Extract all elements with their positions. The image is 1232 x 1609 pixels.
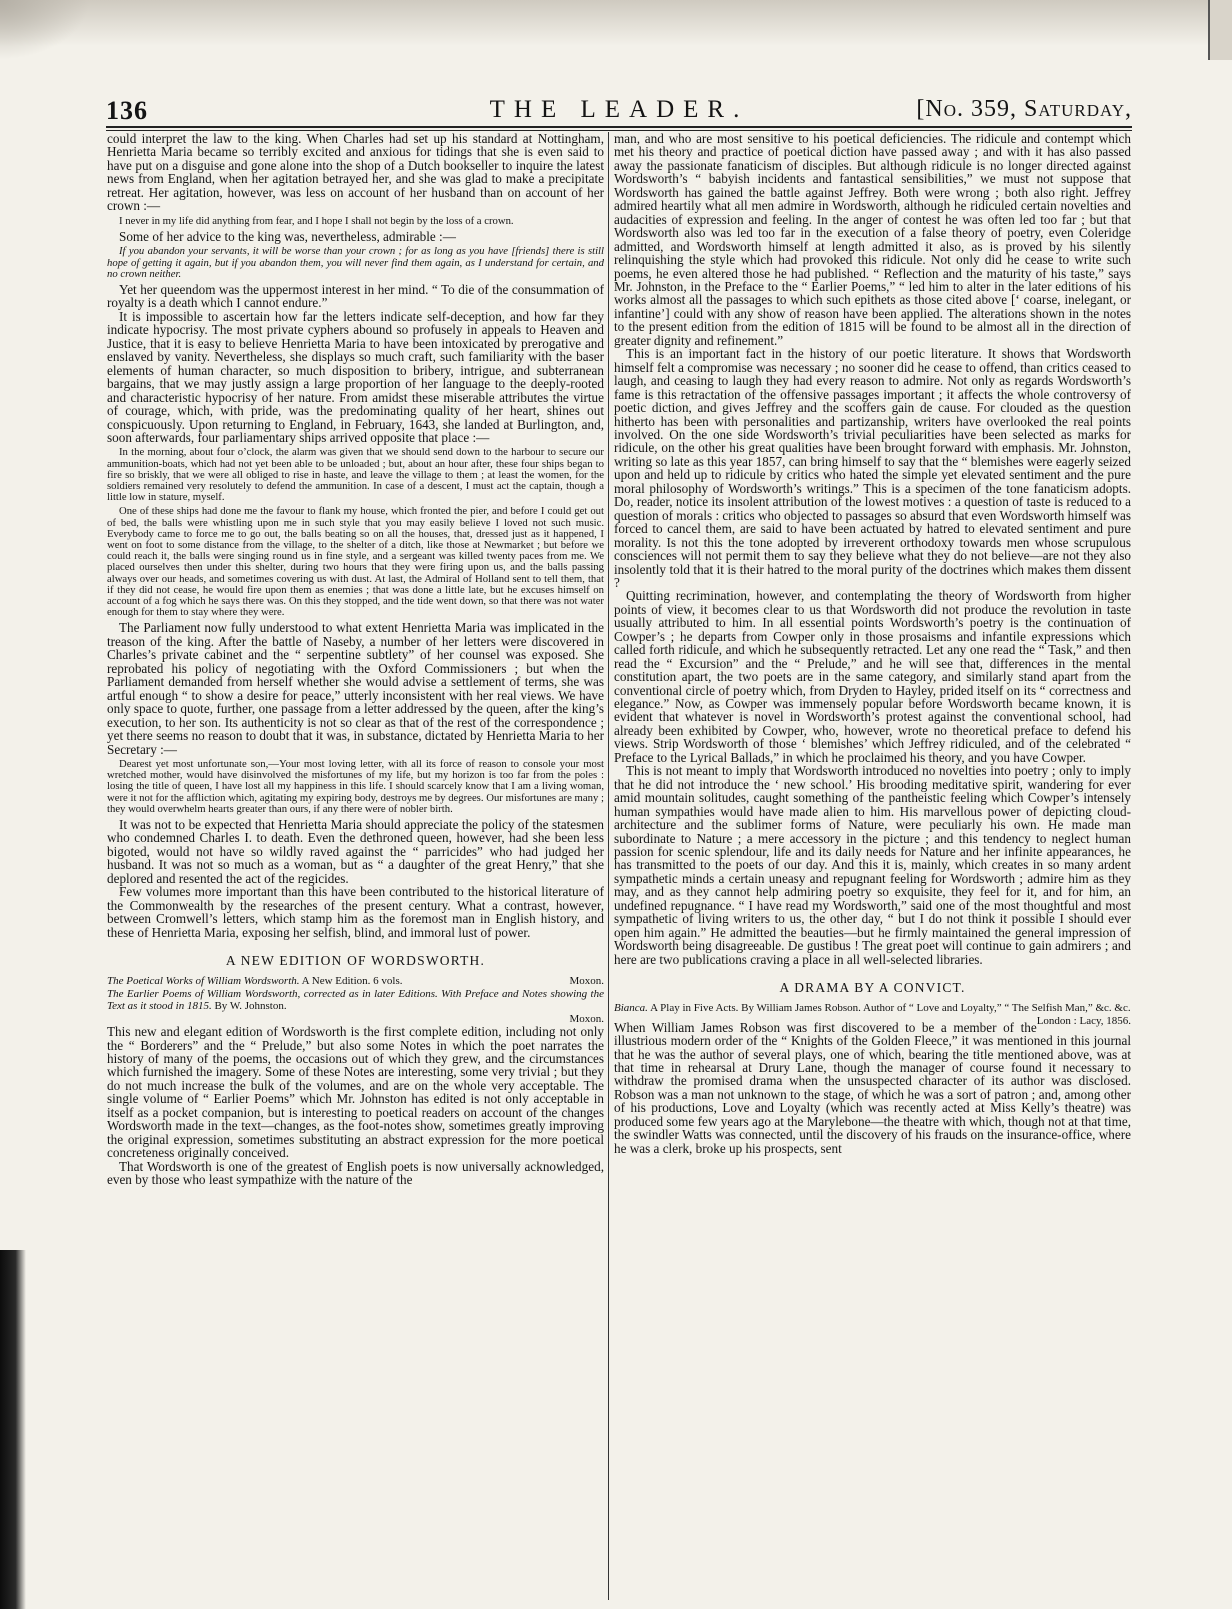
book-publisher: London : Lacy, 1856. xyxy=(1036,1014,1131,1027)
page-top-shadow xyxy=(0,0,1232,46)
book-title: Bianca. xyxy=(614,1002,648,1015)
body-paragraph: It is impossible to ascertain how far the letters indicate self-deception, and how far they indicate hypocrisy. The most private cyphers abound so profusely in appeals to Heaven and Justice, that it is easy to believe Henrietta Maria to have been intoxicated by prerogative and enslaved by vanity. Nevertheless, she displays so much craft, such familiarity with the baser elements of human character, so much disposition to bribery, intrigue, and subterranean bargains, that we may justly assign a large proportion of her language to the deeply-rooted and characteristic hypocrisy of her nature. From amidst these miserable attributes the virtue of courage, which, with pride, was the predominating quality of her heart, shines out conspicuously. Upon returning to England, in February, 1643, she landed at Burlington, and, soon afterwards, four parliamentary ships arrived opposite that place :— xyxy=(107,308,604,445)
book-title: The Poetical Works of William Wordsworth. xyxy=(107,975,300,988)
page-edge-right xyxy=(1208,0,1232,60)
quotation: If you abandon your servants, it will be worse than your crown ; for as long as you have [friends] there is still hope of getting it again, but if you abandon them, you will never find them again, as I understand for certain, and no crown neither. xyxy=(107,245,604,280)
section-heading: A NEW EDITION OF WORDSWORTH. xyxy=(225,953,486,969)
body-paragraph: When William James Robson was first discovered to be a member of the illustrious modern order of the “ Knights of the Golden Fleece,” it was mentioned in this journal that he was the author of several plays, one of which, bearing the title mentioned above, was at that time in rehearsal at Drury Lane, though the manager of course found it necessary to withdraw the promised drama when the unsuspected character of its author was disclosed. Robson was a man not unknown to the stage, of which he was a sort of patron ; and, among other of his productions, Love and Loyalty (which was recently acted at Miss Kelly’s theatre) was produced some few years ago at the Marylebone—the theatre with which, though not at that time, the swindler Watts was connected, until the discovery of his frauds on the insurance-office, where he was a clerk, broke up his prospects, sent xyxy=(614,1019,1131,1156)
masthead xyxy=(106,96,1132,124)
newspaper-title: THE LEADER. xyxy=(489,96,749,123)
body-paragraph: man, and who are most sensitive to his poetical deficiencies. The ridicule and contempt which met his theory and practice of poetical diction have passed away ; and with it has also passed away the passionate fanaticism of disciples. But although ridicule is no longer directed against Wordsworth’s “ babyish incidents and fantastical sensibilities,” we must not suppose that Wordsworth has gained the battle against Jeffrey. Both were wrong ; both also right. Jeffrey admired heartily what all men admire in Wordsworth, although he ridiculed certain novelties and audacities of expression and feeling. In the anger of contest he was often led too far ; but that Wordsworth also was led too far in the execution of a false theory of poetry, even Coleridge admitted, and Wordsworth himself at length admitted it also, as is proved by his silently relinquishing the style which had provoked this ridicule. Not only did he cease to write such poems, he even altered those he had published. “ Reflection and the maturity of his taste,” says Mr. Johnston, in the Preface to the “ Earlier Poems,” “ led him to alter in the later editions of his works almost all the passages to which such epithets as those cited above [‘ coarse, inelegant, or infantine’] could with any show of reason have been applied. The alterations shown in the notes to the present edition from the edition of 1815 will be found to be almost all in the direction of greater dignity and refinement.” xyxy=(614,132,1131,348)
column-divider xyxy=(608,132,609,1600)
body-paragraph: Yet her queendom was the uppermost interest in her mind. “ To die of the consummation of royalty is a death which I cannot endure.” xyxy=(107,281,604,311)
quotation: One of these ships had done me the favour to flank my house, which fronted the pier, and before I could get out of bed, the balls were whistling upon me in such style that you may easily believe I loved not such music. Everybody came to force me to go out, the balls beating so on all the houses, that, dressed just as it happened, I went on foot to some distance from the village, to the shelter of a ditch, like those at Newmarket ; but before we could reach it, the balls were singing round us in fine style, and a sergeant was killed twenty paces from me. We placed ourselves then under this shelter, during two hours that they were firing upon us, and the balls passing always over our heads, and sometimes covering us with dust. At last, the Admiral of Holland sent to tell them, that if they did not cease, he would fire upon them as enemies ; that was done a little late, but he excuses himself on account of a fog which he says there was. On this they stopped, and the tide went down, so that there was not water enough for them to stay where they were. xyxy=(107,505,604,619)
page-corner-shadow xyxy=(0,0,90,60)
quotation: Dearest yet most unfortunate son,—Your most loving letter, with all its force of reason to console your most wretched mother, would have disinvolved the misfortunes of my life, but my horizon is too far from the poles : losing the title of queen, I have lost all my happiness in this life. I should scarcely know that I am a living woman, were it not for the affliction which, agitating my expiring body, destroys me by degrees. Our misfortunes are many ; they would overwhelm hearts greater than ours, if any there were of nobler birth. xyxy=(107,758,604,815)
issue-label: [No. 359, Saturday, xyxy=(916,96,1132,122)
quotation: In the morning, about four o’clock, the alarm was given that we should send down to the harbour to secure our ammunition-boats, which had not yet been able to be unloaded ; but, about an hour after, these four ships began to fire so briskly, that we were all obliged to rise in haste, and leave the village to them ; at least the women, for the soldiers remained very resolutely to defend the ammunition. In case of a descent, I must act the captain, though a little low in stature, myself. xyxy=(107,446,604,504)
body-paragraph: This new and elegant edition of Wordsworth is the first complete edition, including not only the “ Borderers” and the “ Prelude,” but also some Notes in which the poet narrates the history of many of the poems, the occasions out of which they grew, and the circumstances which furnished the imagery. Some of these Notes are interesting, some very trivial ; but they do not much increase the bulk of the volumes, and are on the whole very acceptable. The single volume of “ Earlier Poems” which Mr. Johnston has edited is not only acceptable in itself as a pocket companion, but is interesting to poetical readers on account of the changes Wordsworth made in the text—changes, as the foot-notes show, sometimes greatly improving the original expression, sometimes substituting an abstract expression for the more poetical concreteness originally conceived. xyxy=(107,1024,604,1161)
body-paragraph: That Wordsworth is one of the greatest of English poets is now universally acknowledged, even by those who least sympathize with the nature of the xyxy=(107,1158,604,1188)
book-publisher: Moxon. xyxy=(569,975,604,988)
book-details: A New Edition. 6 vols. xyxy=(301,975,403,988)
book-details: By W. Johnston. xyxy=(214,1000,287,1013)
body-paragraph: This is an important fact in the history of our poetic literature. It shows that Wordsworth himself felt a compromise was necessary ; no sooner did he cease to offend, than critics ceased to laugh, and ceasing to laugh they had every reason to admire. Not only as regards Wordsworth’s fame is this retractation of the offensive passages important ; it affects the whole controversy of poetic diction, and gives Jeffrey and the scoffers gain de cause. For clouded as the question hitherto has been with personalities and partizanship, writers have overlooked the real points involved. On the one side Wordsworth’s trivial peculiarities have been selected as marks for ridicule, on the other his great qualities have been brought forward with emphasis. Mr. Johnston, writing so late as this year 1857, can bring himself to say that the “ blemishes were eagerly seized upon and held up to ridicule by critics who hated the simple yet elevated sentiment and the pure moral philosophy of Wordsworth’s writings.” This is a specimen of the tone fanaticism adopts. Do, reader, notice its insolent attribution of the lowest motives : a question of taste is reduced to a question of morals : critics who objected to passages so absurd that even Wordsworth himself was forced to cancel them, are said to have been actuated by hatred to elevated sentiment and pure morality. Is not this the tone adopted by irreverent orthodoxy towards men whose scrupulous consciences will not permit them to say they believe what they do not believe—are not they also insolently told that it is their hatred to the moral purity of the doctrines which makes them dissent ? xyxy=(614,346,1131,590)
book-entry xyxy=(107,975,604,988)
body-paragraph: Some of her advice to the king was, nevertheless, admirable :— xyxy=(119,228,456,244)
page-edge-left xyxy=(0,1250,26,1609)
book-publisher: Moxon. xyxy=(569,1012,604,1025)
quotation: I never in my life did anything from fear, and I hope I shall not begin by the loss of a crown. xyxy=(119,214,514,227)
body-paragraph: This is not meant to imply that Wordsworth introduced no novelties into poetry ; only to imply that he did not introduce the ‘ new school.’ His brooding meditative spirit, wandering for ever amid mountain solitudes, caught something of the pantheistic feeling which Cowper’s intensely human sympathies would have made alien to him. His marvellous power of depicting cloud-architecture and the sublimer forms of Nature, were peculiarly his own. He made man subordinate to Nature ; a mere accessory in the picture ; and this tendency to neglect human passion for scenic splendour, life and its daily needs for Nature and her infinite appearances, he has transmitted to the poets of our day. And this it is, mainly, which creates in so many ardent sympathetic minds a certain uneasy and repugnant feeling for Wordsworth ; admire him as they may, and as they cannot help admiring poetry so exquisite, they feel for it, and for him, an undefined repugnance. “ I have read my Wordsworth,” said one of the most thoughtful and most sympathetic of living writers to us, the other day, “ but I do not think it possible I should ever open him again.” He admitted the beauties—but he firmly maintained the general impression of Wordsworth being disagreeable. De gustibus ! The great poet will continue to gain admirers ; and here are two publications craving a place in all well-selected libraries. xyxy=(614,763,1131,967)
right-column xyxy=(614,132,1131,1602)
book-entry xyxy=(107,988,604,1013)
masthead-rule-thin xyxy=(106,130,1132,131)
page-number: 136 xyxy=(106,96,148,125)
left-column xyxy=(107,132,604,1602)
book-title: The Earlier Poems of William Wordsworth, corrected as in later Editions. With Preface and Notes showing the Text as it stood in 1815. xyxy=(107,987,604,1013)
book-details: A Play in Five Acts. By William James Robson. Author of “ Love and Loyalty,” “ The Selfish Man,” &c. &c. xyxy=(650,1002,1131,1015)
body-paragraph: The Parliament now fully understood to what extent Henrietta Maria was implicated in the treason of the king. After the battle of Naseby, a number of her letters were discovered in Charles’s private cabinet and the “ serpentine subtlety” of her counsel was exposed. She reprobated his policy of negotiating with the Oxford Commissioners ; but when the Parliament demanded from herself whether she would advise a settlement of terms, she was artful enough “ to show a desire for peace,” utterly inconsistent with her real views. We have only space to quote, further, one passage from a letter addressed by the queen, after the king’s execution, to her son. Its authenticity is not so clear as that of the rest of the correspondence ; yet there seems no reason to doubt that it was, in substance, dictated by Henrietta Maria to her Secretary :— xyxy=(107,620,604,757)
body-paragraph: Quitting recrimination, however, and contemplating the theory of Wordsworth from higher points of view, it becomes clear to us that Wordsworth did not produce the revolution in taste usually attributed to him. In all essential points Wordsworth’s poetry is the continuation of Cowper’s ; he departs from Cowper only in those prosaisms and infantile expressions which called forth ridicule, and which he subsequently retracted. Let any one read the “ Task,” and then read the “ Excursion” and the “ Prelude,” and he will see that, differences in the mental constitution apart, the two poets are in the same category, and similarly stand apart from the conventional circle of poetry which, from Dryden to Hayley, prided itself on its “ correctness and elegance.” Now, as Cowper was immensely popular before Wordsworth became known, it is evident that whatever is novel in Wordsworth’s protest against the conventional school, had already been exhibited by Cowper, who, however, wrote no theoretical preface to defend his views. Strip Wordsworth of those ‘ blemishes’ which Jeffrey ridiculed, and of the celebrated “ Preface to the Lyrical Ballads,” in which he proclaimed his theory, and you have Cowper. xyxy=(614,588,1131,765)
body-paragraph: could interpret the law to the king. When Charles had set up his standard at Nottingham, Henrietta Maria became so terribly excited and anxious for tidings that she is even said to have put on a disguise and gone alone into the shop of a Dutch bookseller to inquire the latest news from England, when her agitation betrayed her, and she was glad to make a precipitate retreat. Her agitation, however, was less on account of her husband than on account of her crown :— xyxy=(107,132,604,214)
body-paragraph: It was not to be expected that Henrietta Maria should appreciate the policy of the statesmen who condemned Charles I. to death. Even the dethroned queen, however, had she been less bigoted, would not have so wildly raved against the “ parricides” who had judged her husband. It was not so much as a woman, but as “ a daughter of the great Henry,” that she deplored and resented the act of the regicides. xyxy=(107,817,604,886)
body-paragraph: Few volumes more important than this have been contributed to the historical literature of the Commonwealth by the researches of the present century. What a contrast, however, between Cromwell’s letters, which stamp him as the foremost man in English history, and these of Henrietta Maria, exposing her selfish, blind, and immoral lust of power. xyxy=(107,884,604,940)
book-entry xyxy=(614,1002,1131,1027)
section-heading: A DRAMA BY A CONVICT. xyxy=(779,980,966,996)
masthead-rule xyxy=(106,126,1132,128)
